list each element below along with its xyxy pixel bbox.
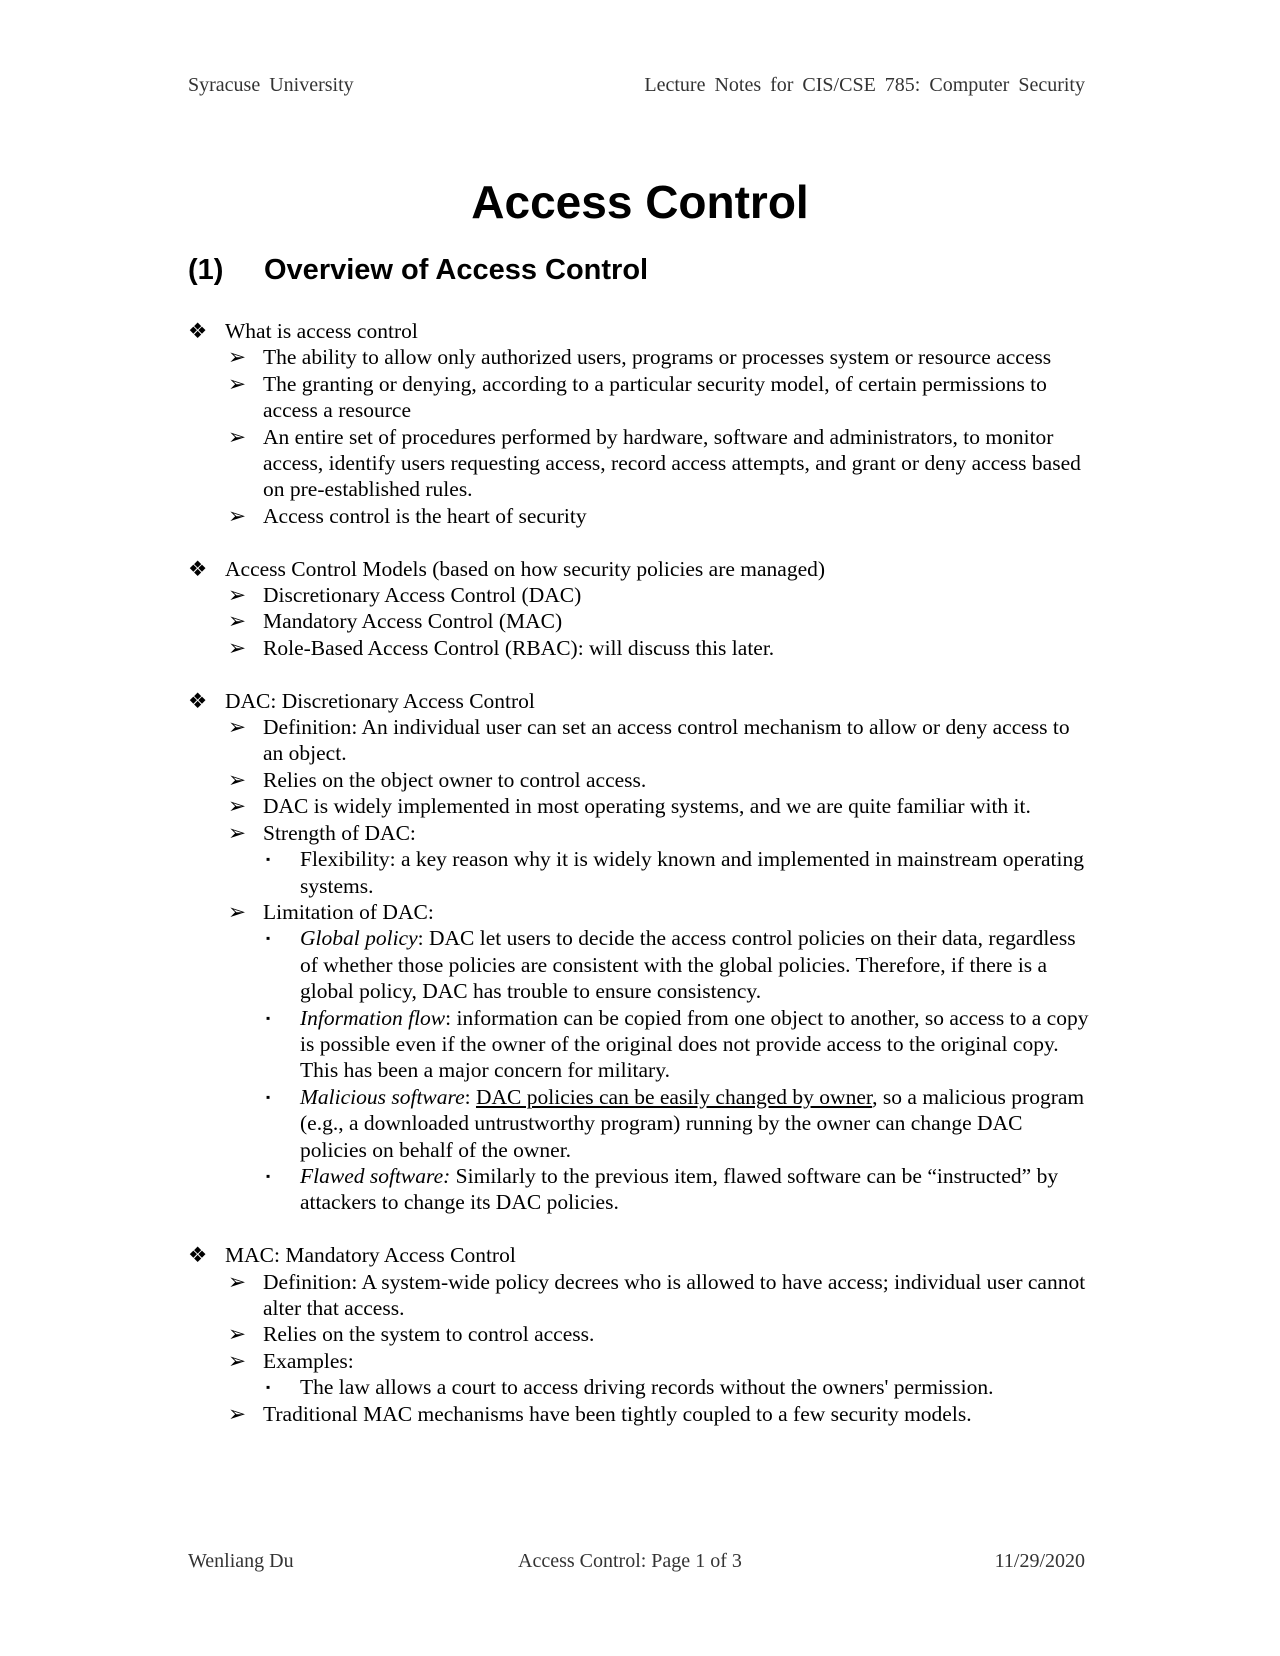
square-bullet-icon: ▪ (266, 852, 271, 867)
malicious-separator: : (464, 1084, 476, 1109)
list-item-text: Access control is the heart of security (263, 503, 587, 528)
list-item-text (300, 1006, 1088, 1083)
malicious-underlined-text: DAC policies can be easily changed by owner (476, 1084, 873, 1109)
list-item-text: Limitation of DAC: (263, 899, 434, 924)
list-item (188, 1348, 1093, 1374)
arrow-bullet-icon: ➢ (228, 1401, 247, 1426)
list-item (188, 1242, 1093, 1268)
list-item (188, 635, 1093, 661)
square-bullet-icon: ▪ (266, 1168, 271, 1183)
list-item (188, 582, 1093, 608)
list-item-text: The ability to allow only authorized users, programs or processes system or resource access (263, 345, 1052, 370)
arrow-bullet-icon: ➢ (228, 1322, 247, 1347)
list-item (188, 1084, 1093, 1163)
list-item-text (300, 1164, 1058, 1214)
list-item-text (300, 926, 1076, 1003)
document-body (188, 318, 1093, 1453)
list-item (188, 344, 1093, 370)
header-institution: Syracuse University (188, 74, 354, 96)
list-item-text: An entire set of procedures performed by hardware, software and administrators, to monitor access, identify users requesting access, record access attempts, and grant or deny access based on pre-established rules. (263, 424, 1081, 502)
term-global-policy: Global policy (300, 926, 418, 951)
arrow-bullet-icon: ➢ (228, 424, 247, 449)
list-item (188, 1374, 1093, 1400)
arrow-bullet-icon: ➢ (228, 820, 247, 845)
footer-date: 11/29/2020 (994, 1550, 1085, 1572)
list-item-text: Traditional MAC mechanisms have been tightly coupled to a few security models. (263, 1401, 972, 1426)
block-access-control-models (188, 556, 1093, 662)
page-footer (188, 1550, 1085, 1578)
document-title: Access Control (471, 176, 809, 228)
diamond-bullet-icon: ❖ (188, 688, 208, 713)
arrow-bullet-icon: ➢ (228, 1269, 247, 1294)
page-header (188, 74, 1085, 102)
list-item-text: Relies on the object owner to control access. (263, 767, 647, 792)
list-item-text: MAC: Mandatory Access Control (225, 1243, 516, 1268)
diamond-bullet-icon: ❖ (188, 556, 208, 581)
list-item (188, 688, 1093, 714)
arrow-bullet-icon: ➢ (228, 345, 247, 370)
list-item (188, 1269, 1093, 1322)
square-bullet-icon: ▪ (266, 931, 271, 946)
list-item (188, 714, 1093, 767)
arrow-bullet-icon: ➢ (228, 371, 247, 396)
list-item-text: Role-Based Access Control (RBAC): will discuss this later. (263, 635, 775, 660)
footer-author: Wenliang Du (188, 1550, 294, 1572)
list-item (188, 556, 1093, 582)
list-item (188, 793, 1093, 819)
arrow-bullet-icon: ➢ (228, 503, 247, 528)
list-item (188, 820, 1093, 846)
list-item (188, 424, 1093, 503)
diamond-bullet-icon: ❖ (188, 319, 208, 343)
list-item-text: The granting or denying, according to a particular security model, of certain permissions to access a resource (263, 371, 1047, 423)
list-item-text: Flexibility: a key reason why it is widely known and implemented in mainstream operating systems. (300, 847, 1084, 898)
square-bullet-icon: ▪ (266, 1089, 271, 1104)
list-item-text: Strength of DAC: (263, 820, 416, 845)
list-item (188, 925, 1093, 1004)
arrow-bullet-icon: ➢ (228, 583, 247, 608)
list-item (188, 767, 1093, 793)
arrow-bullet-icon: ➢ (228, 609, 247, 634)
section-title: Overview of Access Control (264, 254, 649, 286)
list-item (188, 503, 1093, 529)
list-item (188, 1005, 1093, 1084)
list-item-text: DAC: Discretionary Access Control (225, 688, 535, 713)
term-malicious-software: Malicious software (300, 1084, 465, 1109)
header-course: Lecture Notes for CIS/CSE 785: Computer Security (644, 74, 1085, 96)
list-item (188, 1321, 1093, 1347)
section-heading (188, 250, 648, 290)
arrow-bullet-icon: ➢ (228, 715, 247, 740)
information-flow-text: : information can be copied from one object to another, so access to a copy is possible even if the owner of the original does not provide access to the original copy. This has been a major concern for military. (300, 1005, 1089, 1083)
term-flawed-software: Flawed software: (300, 1163, 451, 1188)
list-item-text: Access Control Models (based on how security policies are managed) (225, 556, 826, 581)
footer-page-number: Access Control: Page 1 of 3 (518, 1550, 742, 1572)
term-information-flow: Information flow (300, 1005, 446, 1030)
arrow-bullet-icon: ➢ (228, 1348, 247, 1373)
square-bullet-icon: ▪ (266, 1010, 271, 1025)
arrow-bullet-icon: ➢ (228, 899, 247, 924)
list-item (188, 608, 1093, 634)
list-item-text: Mandatory Access Control (MAC) (263, 609, 563, 634)
global-policy-text: : DAC let users to decide the access control policies on their data, regardless of whether those policies are consistent with the global policies. Therefore, if there is a global policy, DAC has trouble to ensure consistency. (300, 926, 1076, 1004)
list-item-text: What is access control (225, 319, 418, 343)
list-item (188, 1401, 1093, 1427)
diamond-bullet-icon: ❖ (188, 1243, 208, 1268)
malicious-software-text: , so a malicious program (e.g., a downloaded untrustworthy program) running by the owner can change DAC policies on behalf of the owner. (300, 1084, 1085, 1162)
section-number: (1) (188, 254, 224, 286)
block-what-is-access-control (188, 318, 1093, 529)
list-item-text: Definition: An individual user can set an access control mechanism to allow or deny access to an object. (263, 715, 1070, 766)
square-bullet-icon: ▪ (266, 1380, 271, 1395)
arrow-bullet-icon: ➢ (228, 794, 247, 819)
list-item (188, 1163, 1093, 1216)
list-item-text: Examples: (263, 1348, 354, 1373)
list-item (188, 371, 1093, 424)
list-item (188, 846, 1093, 899)
list-item-text: DAC is widely implemented in most operating systems, and we are quite familiar with it. (263, 794, 1031, 819)
arrow-bullet-icon: ➢ (228, 767, 247, 792)
list-item-text: Discretionary Access Control (DAC) (263, 583, 582, 608)
block-mac (188, 1242, 1093, 1427)
block-dac (188, 688, 1093, 1216)
list-item-text: The law allows a court to access driving records without the owners' permission. (300, 1375, 994, 1400)
list-item-text: Relies on the system to control access. (263, 1322, 595, 1347)
flawed-software-text: Similarly to the previous item, flawed software can be “instructed” by attackers to change its DAC policies. (300, 1163, 1059, 1215)
list-item-text (300, 1085, 1084, 1162)
list-item (188, 318, 1093, 344)
list-item (188, 899, 1093, 925)
arrow-bullet-icon: ➢ (228, 635, 247, 660)
list-item-text: Definition: A system-wide policy decrees who is allowed to have access; individual user cannot alter that access. (263, 1269, 1086, 1320)
